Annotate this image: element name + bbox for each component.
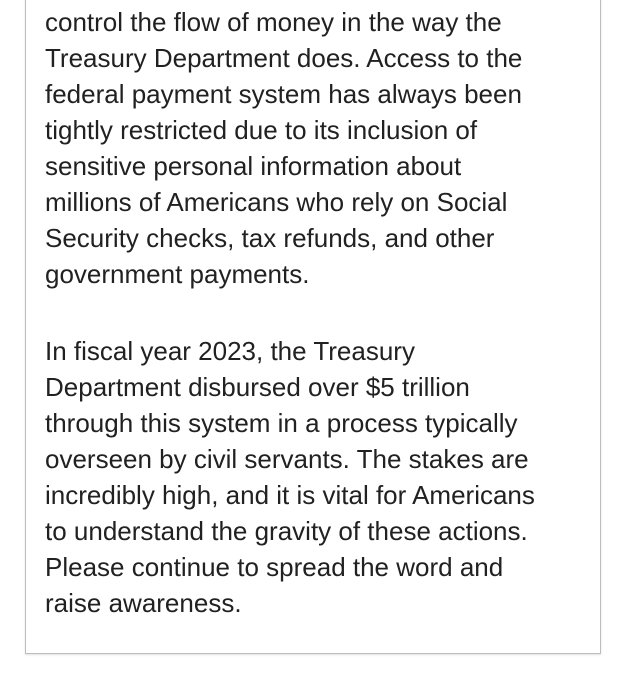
- text-line: control the flow of money in the way the: [45, 7, 502, 37]
- text-line: government payments.: [45, 259, 310, 289]
- text-line: to understand the gravity of these actions.: [45, 516, 528, 546]
- text-line: In fiscal year 2023, the Treasury: [45, 336, 415, 366]
- text-line: federal payment system has always been: [45, 79, 522, 109]
- text-card: [25, 0, 601, 654]
- text-line: sensitive personal information about: [45, 151, 462, 181]
- text-line: Security checks, tax refunds, and other: [45, 223, 495, 253]
- text-line: Department disbursed over $5 trillion: [45, 372, 470, 402]
- text-line: through this system in a process typically: [45, 408, 518, 438]
- text-line: incredibly high, and it is vital for Americans: [45, 480, 535, 510]
- text-line: tightly restricted due to its inclusion of: [45, 115, 478, 145]
- text-line: millions of Americans who rely on Social: [45, 187, 508, 217]
- text-line: Please continue to spread the word and: [45, 552, 504, 582]
- text-line: Treasury Department does. Access to the: [45, 43, 523, 73]
- text-line: raise awareness.: [45, 588, 242, 618]
- text-line: overseen by civil servants. The stakes are: [45, 444, 529, 474]
